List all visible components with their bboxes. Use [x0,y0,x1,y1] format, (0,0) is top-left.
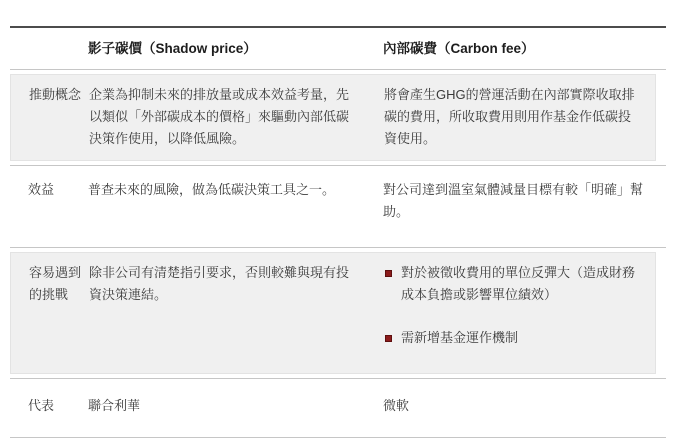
table-header-row [10,28,666,70]
cell-representative-shadow-price: 聯合利華 [88,398,141,413]
cell-benefit-carbon-fee: 對公司達到溫室氣體減量目標有較「明確」幫助。 [383,182,644,219]
comparison-table [10,26,666,438]
bullet-text: 對於被徵收費用的單位反彈大（造成財務成本負擔或影響單位績效） [401,265,636,302]
header-empty-cell [10,40,88,58]
table-row-concept [10,70,666,166]
table-row-challenges [10,248,666,379]
cell-challenges-shadow-price: 除非公司有清楚指引要求，否則較難與現有投資決策連結。 [89,265,350,302]
row-label-representative: 代表 [28,398,55,413]
bullet-text: 需新增基金運作機制 [401,330,519,345]
cell-concept-shadow-price: 企業為抑制未來的排放量或成本效益考量，先以類似「外部碳成本的價格」來驅動內部低碳決策作使用，以降低風險。 [89,87,350,146]
table-row-representative [10,379,666,438]
row-label-concept: 推動概念 [29,87,82,102]
column-header-carbon-fee: 內部碳費（Carbon fee） [383,41,535,56]
cell-concept-carbon-fee: 將會產生GHG的營運活動在內部實際收取排碳的費用，所收取費用則用作基金作低碳投資使用。 [384,87,635,146]
cell-benefit-shadow-price: 普查未來的風險，做為低碳決策工具之一。 [88,182,336,197]
column-header-shadow-price: 影子碳價（Shadow price） [88,41,257,56]
row-label-benefit: 效益 [28,182,55,197]
cell-challenges-carbon-fee [384,262,655,349]
list-item [384,327,637,349]
challenges-bullet-list [384,262,637,349]
table-row-benefit [10,166,666,248]
bullet-square-icon [385,270,392,277]
bullet-square-icon [385,335,392,342]
list-item [384,262,637,306]
cell-representative-carbon-fee: 微軟 [383,398,410,413]
row-label-challenges: 容易遇到的挑戰 [29,265,82,302]
